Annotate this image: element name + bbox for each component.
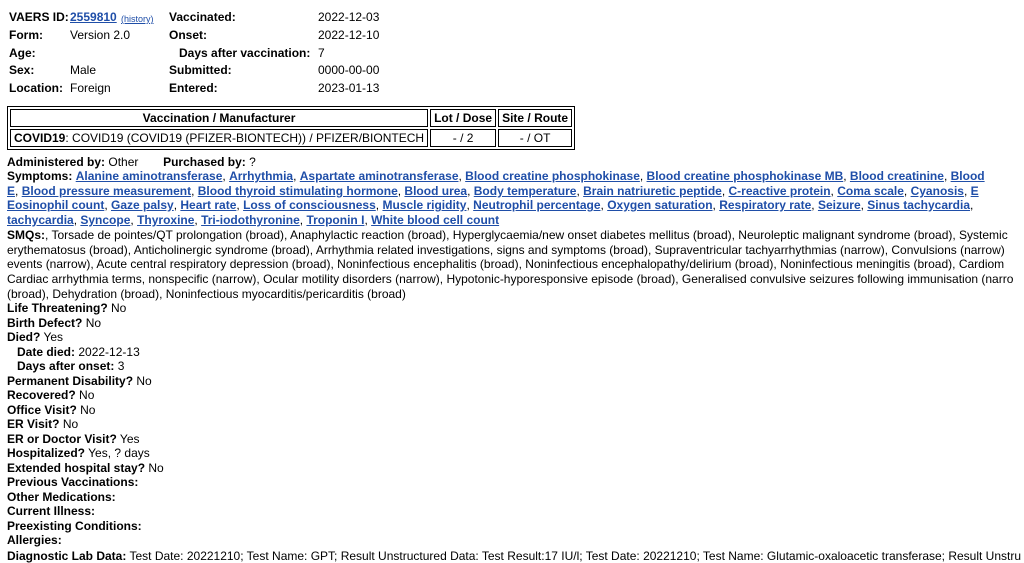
field-label: Hospitalized? [7,446,86,460]
diagnostic-label: Diagnostic Lab Data: [7,549,127,563]
symptom-link[interactable]: Sinus tachycardia [867,198,971,212]
symptom-link[interactable]: Gaze palsy [111,198,174,212]
field-row [17,345,140,359]
cell-vaccine [10,129,428,147]
smqs-line-3: events (narrow), Acute central respiratory depression (broad), Noninfectious encephalitis (broad), Noninfectious encephalopathy/delirium (broad), Noninfectious meningitis (broad), Cardiom [7,257,1005,271]
field-row [7,446,150,460]
field-label: Other Medications: [7,489,116,504]
col-site-route: Site / Route [498,109,572,127]
symptom-link[interactable]: Coma scale [837,184,904,198]
table-row [10,129,572,147]
smqs-label: SMQs: [7,228,46,242]
smqs-line-5: (broad), Dehydration (broad), Noninfectious myocarditis/pericarditis (broad) [7,287,406,301]
field-label: Birth Defect? [7,315,83,330]
symptoms-line-3 [7,198,973,212]
location-value: Foreign [70,81,111,95]
symptom-link[interactable]: Aspartate aminotransferase [299,169,459,183]
field-row [7,461,164,475]
symptom-link[interactable]: Oxygen saturation [607,198,713,212]
purchased-value: ? [249,155,256,169]
symptom-link[interactable]: Blood creatine phosphokinase MB [646,169,844,183]
field-label: Current Illness: [7,504,96,518]
smqs-line-2: erythematosus (broad), Anticholinergic syndrome (broad), Arrhythmia related investigations, signs and symptoms (broad), Supraventricular tachyarrhythmias (narrow), Convulsions (narrow) [7,243,1005,257]
symptom-link[interactable]: Blood [950,169,985,183]
field-value: 3 [117,359,125,373]
cell-site-route: - / OT [498,129,572,147]
symptom-link[interactable]: Brain natriuretic peptide [583,184,722,198]
vaers-id-link[interactable]: 2559810 [70,10,117,24]
field-value: Yes [119,431,140,446]
form-value: Version 2.0 [70,28,131,42]
administered-row [7,155,256,169]
symptom-link[interactable]: Troponin I [306,213,365,227]
symptom-link[interactable]: Loss of consciousness [243,198,376,212]
symptom-link[interactable]: Cyanosis [910,184,964,198]
field-value: No [111,301,127,315]
symptoms-links-4: tachycardia, Syncope, Thyroxine, Tri-iodothyronine, Troponin I, White blood cell count [7,213,500,227]
symptom-link[interactable]: Arrhythmia [229,169,294,183]
field-row [7,316,101,330]
onset-label: Onset: [169,28,208,42]
field-value: No [79,388,95,402]
symptom-link[interactable]: Syncope [80,213,131,227]
field-label: Previous Vaccinations: [7,475,139,489]
smqs-text-1: , Torsade de pointes/QT prolongation (broad), Anaphylactic reaction (broad), Hyperglycaemia/new onset diabetes mellitus (broad), Neuroleptic malignant syndrome (broad), Systemic [45,228,1008,242]
location-label: Location: [9,81,63,95]
field-label: Allergies: [7,533,62,547]
symptoms-links-2: Blood pressure measurement, Blood thyroid stimulating hormone, Blood urea, Body temperature, Brain natriuretic peptide, C-reactive protein, Coma scale, Cyanosis, E [21,184,979,198]
symptom-link[interactable]: Tri-iodothyronine [201,213,300,227]
symptom-link[interactable]: Body temperature [473,184,577,198]
field-label: Date died: [17,344,76,359]
days-after-vaccination-value: 7 [318,46,325,60]
symptom-link[interactable]: Respiratory rate [719,198,812,212]
field-value: No [85,315,102,330]
symptom-link[interactable]: White blood cell count [371,213,500,227]
field-value: No [136,373,152,388]
vaccinated-label: Vaccinated: [169,10,236,24]
field-value: No [148,460,164,475]
symptom-link[interactable]: E [970,184,979,198]
symptoms-line-1 [7,169,985,183]
smqs-line-1 [7,228,1008,242]
field-label: Extended hospital stay? [7,460,146,475]
field-value: Yes, ? days [88,446,150,460]
field-row [7,388,94,402]
field-row [7,432,140,446]
entered-value: 2023-01-13 [318,81,380,95]
purchased-label: Purchased by: [163,155,246,169]
symptoms-line-4 [7,213,499,227]
days-after-vaccination-label: Days after vaccination: [179,46,311,60]
symptom-link[interactable]: E [7,184,16,198]
field-row [7,301,126,315]
field-value: Yes [43,330,64,344]
symptom-link[interactable]: Blood creatinine [849,169,944,183]
field-row [7,475,138,489]
symptom-link[interactable]: tachycardia [7,213,74,227]
diagnostic-row [7,549,1021,563]
administered-label: Administered by: [7,155,106,169]
submitted-value: 0000-00-00 [318,63,380,77]
field-row [7,533,62,547]
field-value: No [62,417,79,431]
symptoms-line-2: E, Blood pressure measurement, Blood thyroid stimulating hormone, Blood urea, Body temperature, Brain natriuretic peptide, C-reactive protein, Coma scale, Cyanosis, E [7,184,979,198]
vaers-id-label: VAERS ID: [9,10,69,24]
onset-value: 2022-12-10 [318,28,380,42]
symptom-link[interactable]: Alanine aminotransferase [75,169,223,183]
field-row [7,504,95,518]
symptoms-label: Symptoms: [7,169,73,183]
symptom-link[interactable]: Muscle rigidity [382,198,467,212]
sex-value: Male [70,63,97,77]
col-lot-dose: Lot / Dose [430,109,496,127]
vaccine-code: COVID19 [14,131,66,145]
history-link[interactable]: (history) [121,14,154,24]
age-label: Age: [9,46,36,60]
vaccination-table [7,106,575,150]
field-value: No [80,402,96,417]
symptom-link[interactable]: Blood creatine phosphokinase [465,169,640,183]
symptoms-links-1: Alanine aminotransferase, Arrhythmia, Aspartate aminotransferase, Blood creatine phosphokinase, Blood creatine phosphokinase MB, Blood creatinine, Blood [75,169,985,183]
field-label: Preexisting Conditions: [7,518,142,533]
symptom-link[interactable]: Thyroxine [137,213,195,227]
form-label: Form: [9,28,43,42]
field-row [7,417,78,431]
symptom-link[interactable]: Heart rate [180,198,237,212]
symptom-link[interactable]: Blood thyroid stimulating hormone [197,184,398,198]
symptom-link[interactable]: C-reactive protein [728,184,831,198]
field-label: Days after onset: [17,359,115,373]
entered-label: Entered: [169,81,218,95]
field-row [7,490,116,504]
symptoms-links-3: Eosinophil count, Gaze palsy, Heart rate, Loss of consciousness, Muscle rigidity, Neutrophil percentage, Oxygen saturation, Respiratory rate, Seizure, Sinus tachycardia, [7,198,974,212]
field-row [7,374,152,388]
vaccinated-value: 2022-12-03 [318,10,380,24]
submitted-label: Submitted: [169,63,232,77]
vaccination-table-header [10,109,572,127]
symptom-link[interactable]: Seizure [817,198,861,212]
field-row [7,403,95,417]
field-label: Permanent Disability? [7,373,134,388]
field-value: 2022-12-13 [78,344,140,359]
symptom-link[interactable]: Blood urea [404,184,468,198]
sex-label: Sex: [9,63,35,77]
diagnostic-value: Test Date: 20221210; Test Name: GPT; Result Unstructured Data: Test Result:17 IU/l; Test Date: 20221210; Test Name: Glutamic-oxaloacetic transferase; Result Unstru [129,549,1022,563]
smqs-line-4: Cardiac arrhythmia terms, nonspecific (narrow), Ocular motility disorders (narrow), Hypotonic-hyporesponsive episode (broad), Generalised convulsive seizures following immunisation (narro [7,272,1014,286]
field-label: ER Visit? [7,417,60,431]
symptom-link[interactable]: Neutrophil percentage [473,198,601,212]
cell-lot-dose: - / 2 [430,129,496,147]
field-row [17,359,124,373]
field-row [7,330,63,344]
symptom-link[interactable]: Eosinophil count [7,198,105,212]
field-label: Office Visit? [7,402,77,417]
administered-value: Other [108,155,139,169]
col-vaccination-manufacturer: Vaccination / Manufacturer [10,109,428,127]
field-label: ER or Doctor Visit? [7,431,117,446]
symptom-link[interactable]: Blood pressure measurement [21,184,192,198]
field-row [7,519,142,533]
field-label: Recovered? [7,388,76,402]
vaccine-desc: : COVID19 (COVID19 (PFIZER-BIONTECH)) / PFIZER/BIONTECH [65,131,425,145]
field-label: Life Threatening? [7,301,108,315]
field-label: Died? [7,330,41,344]
